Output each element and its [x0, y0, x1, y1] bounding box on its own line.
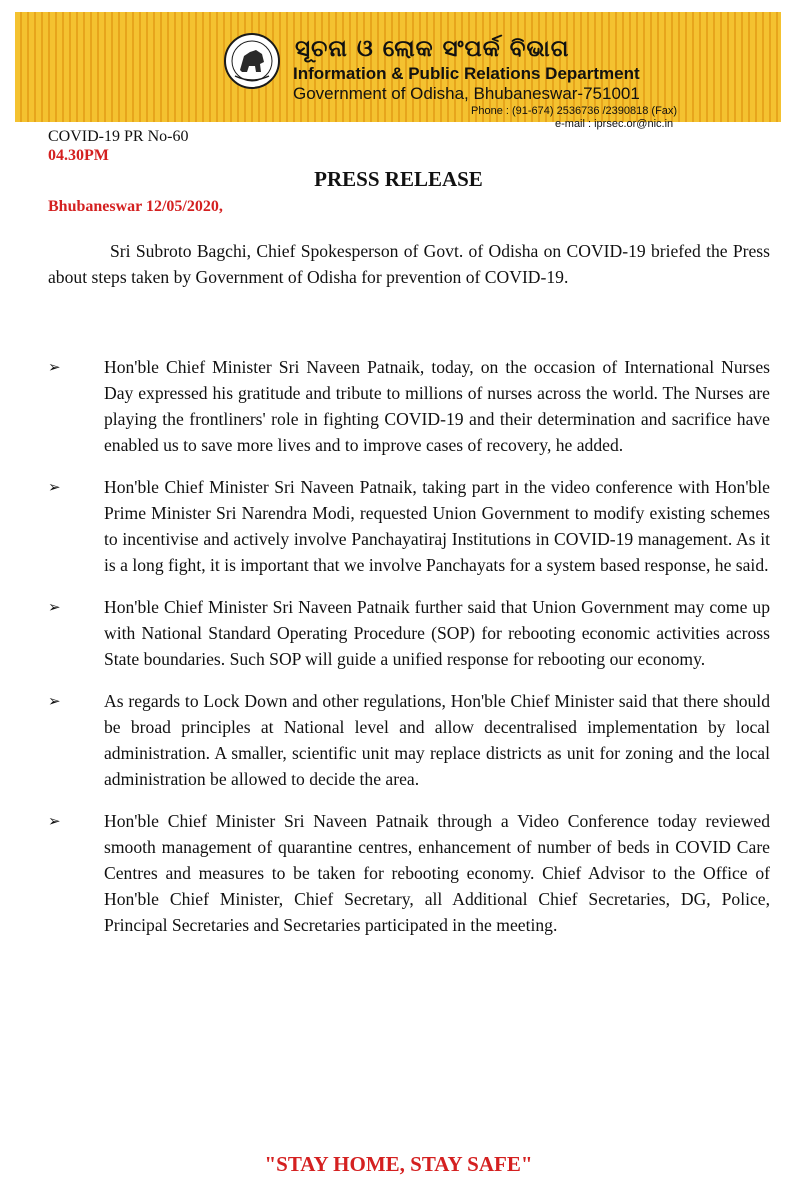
contact-phone: Phone : (91-674) 2536736 /2390818 (Fax) — [471, 105, 678, 117]
list-item — [48, 594, 770, 672]
page-title: PRESS RELEASE — [314, 167, 483, 191]
list-item-text: Hon'ble Chief Minister Sri Naveen Patnaik further said that Union Government may come up with National Standard Operating Procedure (SOP) for rebooting economic activities across State boundaries. Such SOP will guide a unified response for rebooting our economy. — [104, 597, 770, 669]
intro-paragraph: Sri Subroto Bagchi, Chief Spokesperson of Govt. of Odisha on COVID-19 briefed the Press about steps taken by Government of Odisha for prevention of COVID-19. — [48, 241, 770, 287]
letterhead-band — [15, 12, 781, 130]
odisha-emblem-icon — [223, 32, 281, 90]
list-item-text: Hon'ble Chief Minister Sri Naveen Patnaik through a Video Conference today reviewed smooth management of quarantine centres, enhancement of number of beds in COVID Care Centres and measures to be taken for rebooting economy. Chief Advisor to the Office of Hon'ble Chief Minister, Chief Secretary, all Additional Chief Secretaries, DG, Police, Principal Secretaries and Secretaries participated in the meeting. — [104, 811, 770, 935]
dateline: Bhubaneswar 12/05/2020, — [48, 198, 223, 215]
press-release-number: COVID-19 PR No-60 — [48, 128, 189, 145]
list-item-text: Hon'ble Chief Minister Sri Naveen Patnaik, taking part in the video conference with Hon'ble Prime Minister Sri Narendra Modi, requested Union Government to modify existing schemes to incentivise and actively involve Panchayatiraj Institutions in COVID-19 management. As it is a long fight, it is important that we involve Panchayats for a system based response, he said. — [104, 477, 770, 575]
contact-email: e-mail : iprsec.or@nic.in — [555, 118, 674, 130]
list-item-text: As regards to Lock Down and other regulations, Hon'ble Chief Minister said that there should be broad principles at National level and allow decentralised implementation by local administration. A smaller, scientific unit may replace districts as unit for zoning and the local administration be allowed to decide the area. — [104, 691, 770, 789]
list-item — [48, 354, 770, 458]
arrow-bullet-icon: ➢ — [48, 692, 61, 710]
press-release-time: 04.30PM — [48, 147, 109, 164]
list-item — [48, 808, 770, 938]
bullet-list — [48, 354, 770, 954]
department-name-odia: ସୂଚନା ଓ ଲୋକ ସଂପର୍କ ବିଭାଗ — [295, 36, 570, 62]
list-item-text: Hon'ble Chief Minister Sri Naveen Patnaik, today, on the occasion of International Nurses Day expressed his gratitude and tribute to millions of nurses across the world. The Nurses are playing the frontliners' role in fighting COVID-19 and their determination and sacrifice have enabled us to save more lives and to improve cases of recovery, he added. — [104, 357, 770, 455]
arrow-bullet-icon: ➢ — [48, 598, 61, 616]
arrow-bullet-icon: ➢ — [48, 478, 61, 496]
slogan: "STAY HOME, STAY SAFE" — [264, 1152, 533, 1176]
government-address: Government of Odisha, Bhubaneswar-751001 — [293, 84, 640, 103]
department-name: Information & Public Relations Department — [293, 64, 640, 83]
list-item — [48, 688, 770, 792]
arrow-bullet-icon: ➢ — [48, 812, 61, 830]
arrow-bullet-icon: ➢ — [48, 358, 61, 376]
list-item — [48, 474, 770, 578]
